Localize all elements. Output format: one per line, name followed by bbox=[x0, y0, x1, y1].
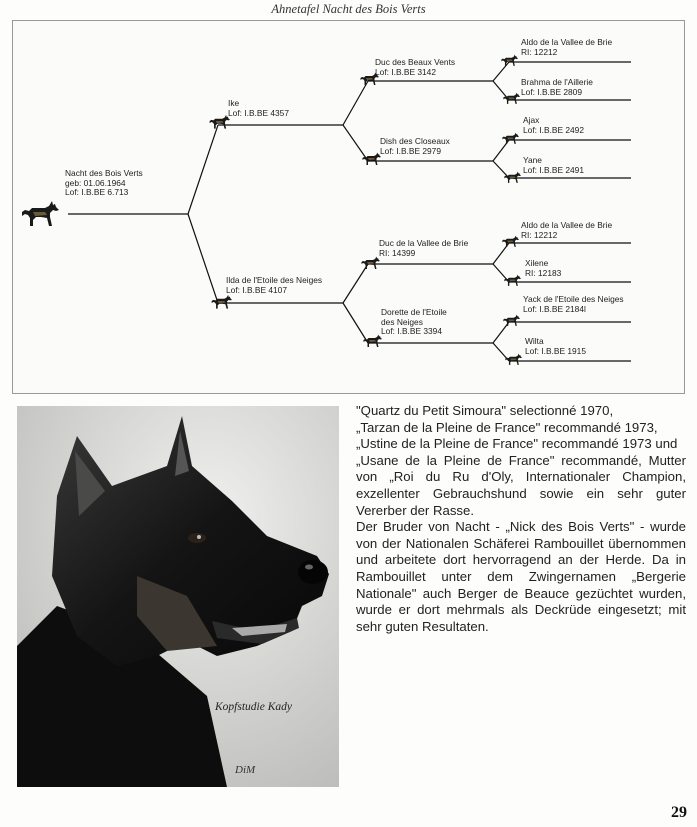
photo-caption: Kopfstudie Kady bbox=[215, 701, 292, 713]
grandparent-node bbox=[380, 137, 450, 156]
dog-icon bbox=[19, 195, 59, 231]
grandparent-node bbox=[381, 308, 447, 337]
grandparent-name: Duc de la Vallee de Brie bbox=[379, 238, 469, 248]
great-grandparent-node bbox=[521, 221, 612, 240]
grandparent-name: Dorette de l'Etoile bbox=[381, 307, 447, 317]
grandparent-registration: Lof: I.B.BE 3394 bbox=[381, 326, 442, 337]
body-paragraph: "Quartz du Petit Simoura" selectionné 1970, bbox=[356, 403, 614, 418]
dog-icon bbox=[501, 131, 519, 145]
great-grandparent-name: Aldo de la Vallee de Brie bbox=[521, 37, 613, 47]
great-grandparent-node bbox=[521, 38, 612, 57]
great-grandparent-registration: Lof: I.B.BE 2184l bbox=[523, 303, 586, 314]
great-grandparent-name: Brahma de l'Aillerie bbox=[521, 77, 593, 87]
great-grandparent-node bbox=[523, 156, 584, 175]
grandparent-name: Dish des Closeaux bbox=[380, 136, 450, 146]
great-grandparent-node bbox=[523, 295, 624, 314]
body-paragraph: „Usane de la Pleine de France" recommandé, Mutter von „Roi du Ru d'Oly, Internationaler Champion, exzellenter Gebrauchshund sowie ein sehr guter Vererber der Rasse. bbox=[356, 452, 686, 518]
dog-icon bbox=[502, 91, 520, 105]
great-grandparent-registration: RI: 12183 bbox=[525, 267, 562, 278]
page-number: 29 bbox=[671, 804, 687, 821]
great-grandparent-registration: Lof: I.B.BE 2492 bbox=[523, 124, 584, 135]
dog-icon bbox=[361, 151, 381, 166]
great-grandparent-node bbox=[525, 337, 586, 356]
great-grandparent-registration: RI: 12212 bbox=[521, 229, 558, 240]
dog-icon bbox=[503, 170, 521, 184]
dog-icon bbox=[210, 293, 232, 310]
dog-icon bbox=[501, 234, 519, 248]
body-paragraph: „Ustine de la Pleine de France" recommandé 1973 und bbox=[356, 436, 678, 452]
page-header: Ahnetafel Nacht des Bois Verts bbox=[271, 2, 426, 16]
grandparent-node bbox=[379, 239, 468, 258]
body-paragraph: „Tarzan de la Pleine de France" recommandé 1973, bbox=[356, 419, 658, 435]
great-grandparent-registration: Lof: I.B.BE 2809 bbox=[521, 86, 582, 97]
dog-icon bbox=[500, 53, 518, 67]
sire-registration: Lof: I.B.BE 4357 bbox=[228, 107, 289, 118]
great-grandparent-node bbox=[523, 116, 584, 135]
great-grandparent-name: Ajax bbox=[523, 115, 540, 125]
dam-name: Ilda de l'Etoile des Neiges bbox=[226, 275, 323, 285]
dog-icon bbox=[362, 333, 382, 348]
great-grandparent-name: Xilene bbox=[525, 258, 549, 268]
root-name: Nacht des Bois Verts bbox=[65, 168, 143, 178]
dog-icon bbox=[503, 273, 521, 287]
grandparent-node bbox=[375, 58, 455, 77]
dam-registration: Lof: I.B.BE 4107 bbox=[226, 284, 287, 295]
dog-icon bbox=[502, 313, 520, 327]
dam-node bbox=[226, 276, 322, 295]
photo-signature: DiM bbox=[235, 764, 256, 776]
great-grandparent-name: Aldo de la Vallee de Brie bbox=[521, 220, 613, 230]
grandparent-registration: Lof: I.B.BE 2979 bbox=[380, 145, 441, 156]
sire-node bbox=[228, 99, 289, 118]
dog-icon bbox=[360, 255, 380, 270]
dog-head-photo bbox=[17, 406, 339, 787]
grandparent-registration: Lof: I.B.BE 3142 bbox=[375, 66, 436, 77]
great-grandparent-registration: Lof: I.B.BE 2491 bbox=[523, 164, 584, 175]
root-birthdate: geb: 01.06.1964 bbox=[65, 177, 126, 188]
grandparent-name-cont: des Neiges bbox=[381, 316, 423, 327]
root-registration: Lof: I.B.BE 6.713 bbox=[65, 187, 129, 198]
dog-portrait bbox=[17, 406, 339, 787]
grandparent-registration: RI: 14399 bbox=[379, 247, 416, 258]
sire-name: Ike bbox=[228, 98, 240, 108]
great-grandparent-node bbox=[525, 259, 561, 278]
great-grandparent-registration: Lof: I.B.BE 1915 bbox=[525, 345, 586, 356]
root-node bbox=[65, 169, 143, 198]
great-grandparent-node bbox=[521, 78, 593, 97]
great-grandparent-registration: RI: 12212 bbox=[521, 46, 558, 57]
great-grandparent-name: Wilta bbox=[525, 336, 544, 346]
body-text bbox=[356, 403, 686, 635]
great-grandparent-name: Yack de l'Etoile des Neiges bbox=[523, 294, 624, 304]
dog-icon bbox=[208, 113, 230, 130]
grandparent-name: Duc des Beaux Vents bbox=[375, 57, 456, 67]
great-grandparent-name: Yane bbox=[523, 155, 542, 165]
body-paragraph: Der Bruder von Nacht - „Nick des Bois Verts" - wurde von der Nationalen Schäferei Rambouillet übernommen und arbeitete dort hervorragend an der Herde. Da in Rambouillet unter dem Zwingernamen „Bergerie Nationale" auch Berger de Beauce gezüchtet wurden, wurde er dort mehrmals als Deckrüde eingesetzt; mit sehr guten Resultaten. bbox=[356, 519, 686, 634]
pedigree-chart bbox=[12, 20, 685, 394]
dog-icon bbox=[504, 352, 522, 366]
